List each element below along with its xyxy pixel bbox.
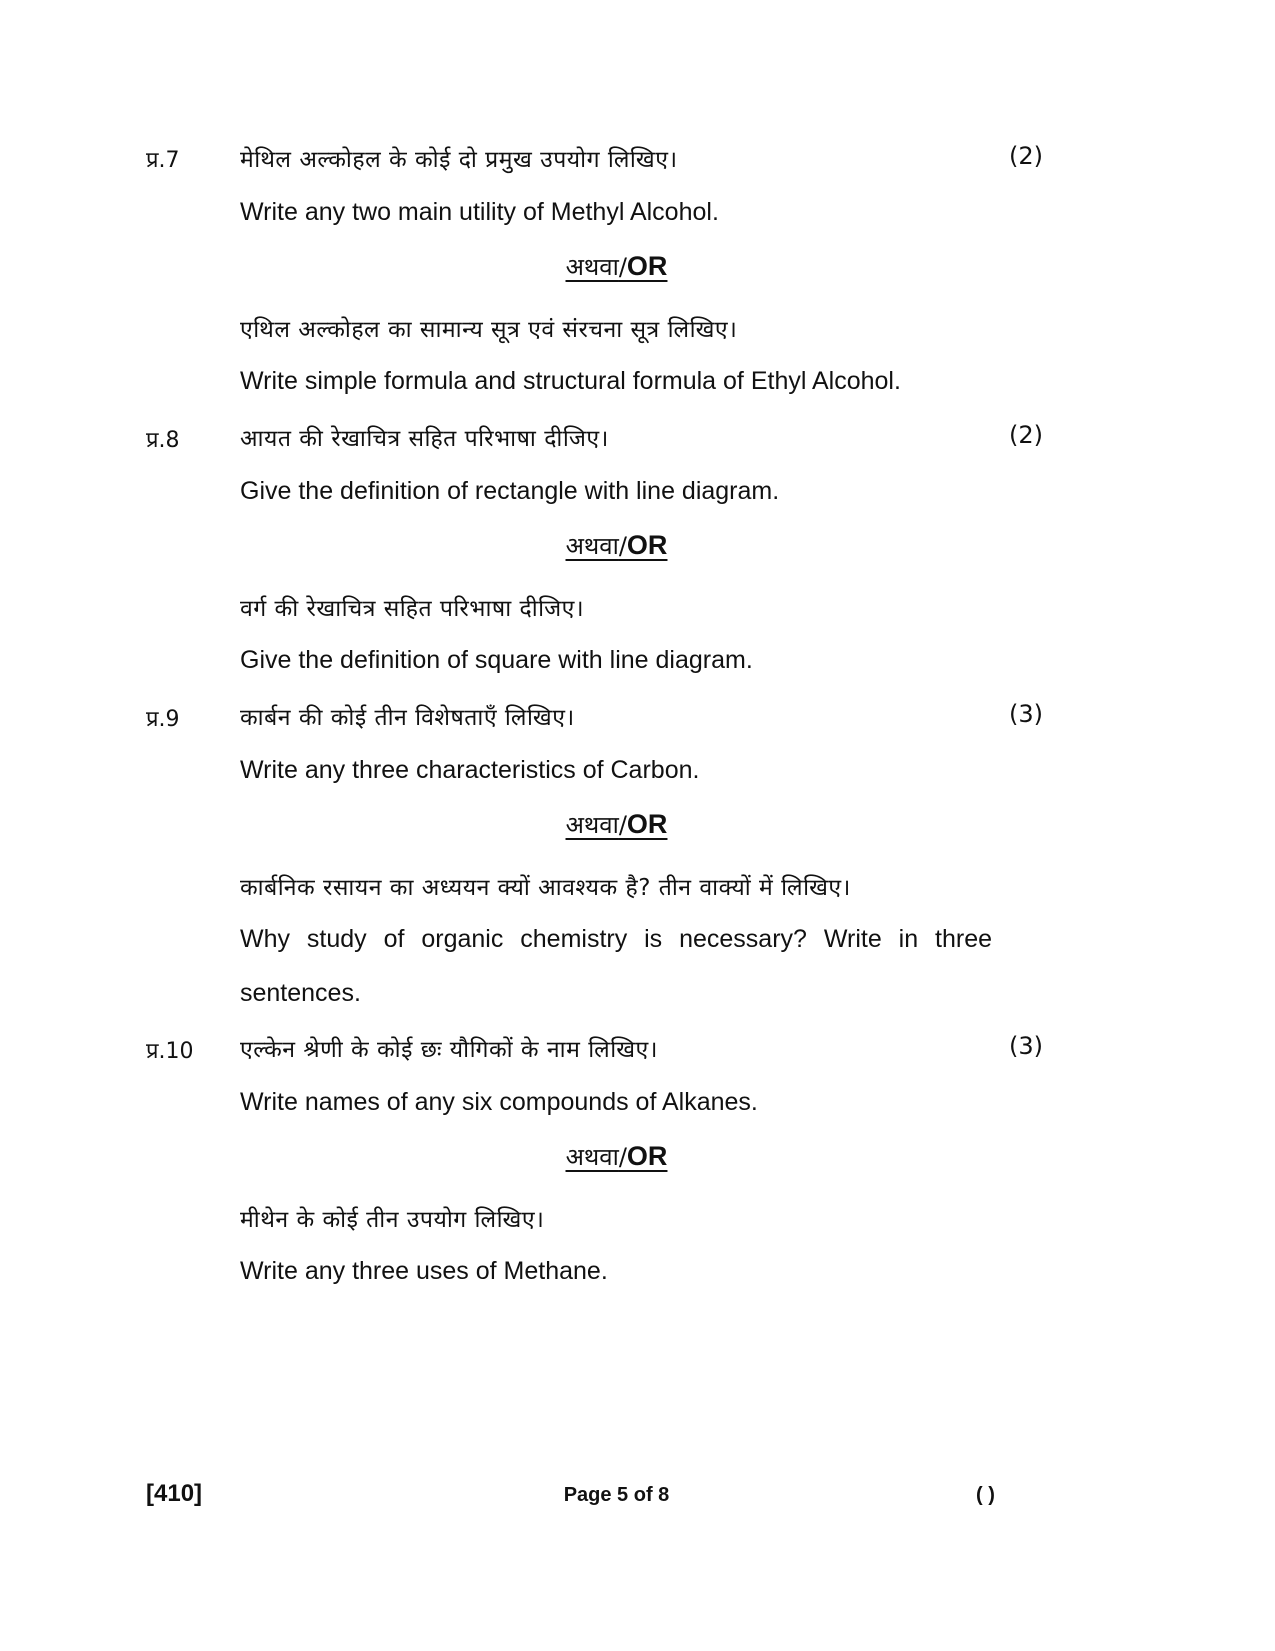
question-marks: (2) [1009, 421, 1043, 449]
question-text-english: Write any three characteristics of Carbon. [240, 756, 700, 784]
question-text-hindi: आयत की रेखाचित्र सहित परिभाषा दीजिए। [240, 426, 609, 452]
alternate-question-hindi: एथिल अल्कोहल का सामान्य सूत्र एवं संरचना सूत्र लिखिए। [240, 317, 738, 343]
or-label-separator: / [618, 811, 627, 839]
question-marks: (3) [1009, 700, 1043, 728]
question-number: प्र.10 [146, 1039, 194, 1064]
alternate-question-hindi: वर्ग की रेखाचित्र सहित परिभाषा दीजिए। [240, 596, 585, 622]
or-label-hindi: अथवा [565, 1143, 619, 1171]
or-divider [0, 1140, 1233, 1173]
question-text-english: Write names of any six compounds of Alkanes. [240, 1088, 758, 1116]
alternate-question-hindi: कार्बनिक रसायन का अध्ययन क्यों आवश्यक है? तीन वाक्यों में लिखिए। [240, 875, 851, 901]
or-label-english: OR [626, 1141, 668, 1171]
or-label-english: OR [626, 251, 668, 281]
or-label-english: OR [626, 809, 668, 839]
footer-parentheses: ( ) [976, 1484, 995, 1506]
question-text-english: Give the definition of rectangle with line diagram. [240, 477, 780, 505]
question-text-hindi: कार्बन की कोई तीन विशेषताएँ लिखिए। [240, 705, 575, 731]
or-label-separator: / [618, 253, 627, 281]
paper-code: [410] [146, 1480, 203, 1507]
question-marks: (3) [1009, 1032, 1043, 1060]
alternate-question-hindi: मीथेन के कोई तीन उपयोग लिखिए। [240, 1207, 545, 1233]
or-label-hindi: अथवा [565, 532, 619, 560]
question-text-hindi: मेथिल अल्कोहल के कोई दो प्रमुख उपयोग लिखिए। [240, 147, 678, 173]
question-marks: (2) [1009, 142, 1043, 170]
alternate-question-english: Write simple formula and structural formula of Ethyl Alcohol. [240, 367, 901, 395]
or-label-separator: / [618, 1143, 627, 1171]
or-label-separator: / [618, 532, 627, 560]
question-text-english: Write any two main utility of Methyl Alcohol. [240, 198, 719, 226]
or-label-hindi: अथवा [565, 253, 619, 281]
alternate-question-english: Why study of organic chemistry is necessary? Write in three [240, 925, 992, 953]
or-label-hindi: अथवा [565, 811, 619, 839]
page-number: Page 5 of 8 [563, 1484, 670, 1506]
question-text-hindi: एल्केन श्रेणी के कोई छः यौगिकों के नाम लिखिए। [240, 1037, 658, 1063]
question-number: प्र.7 [146, 148, 180, 173]
or-divider [0, 529, 1233, 562]
or-divider [0, 250, 1233, 283]
or-label-english: OR [626, 530, 668, 560]
or-divider [0, 808, 1233, 841]
question-number: प्र.9 [146, 707, 180, 732]
alternate-question-english: Give the definition of square with line diagram. [240, 646, 753, 674]
alternate-question-english: Write any three uses of Methane. [240, 1257, 608, 1285]
question-number: प्र.8 [146, 428, 180, 453]
alternate-question-english-continued: sentences. [240, 979, 361, 1007]
